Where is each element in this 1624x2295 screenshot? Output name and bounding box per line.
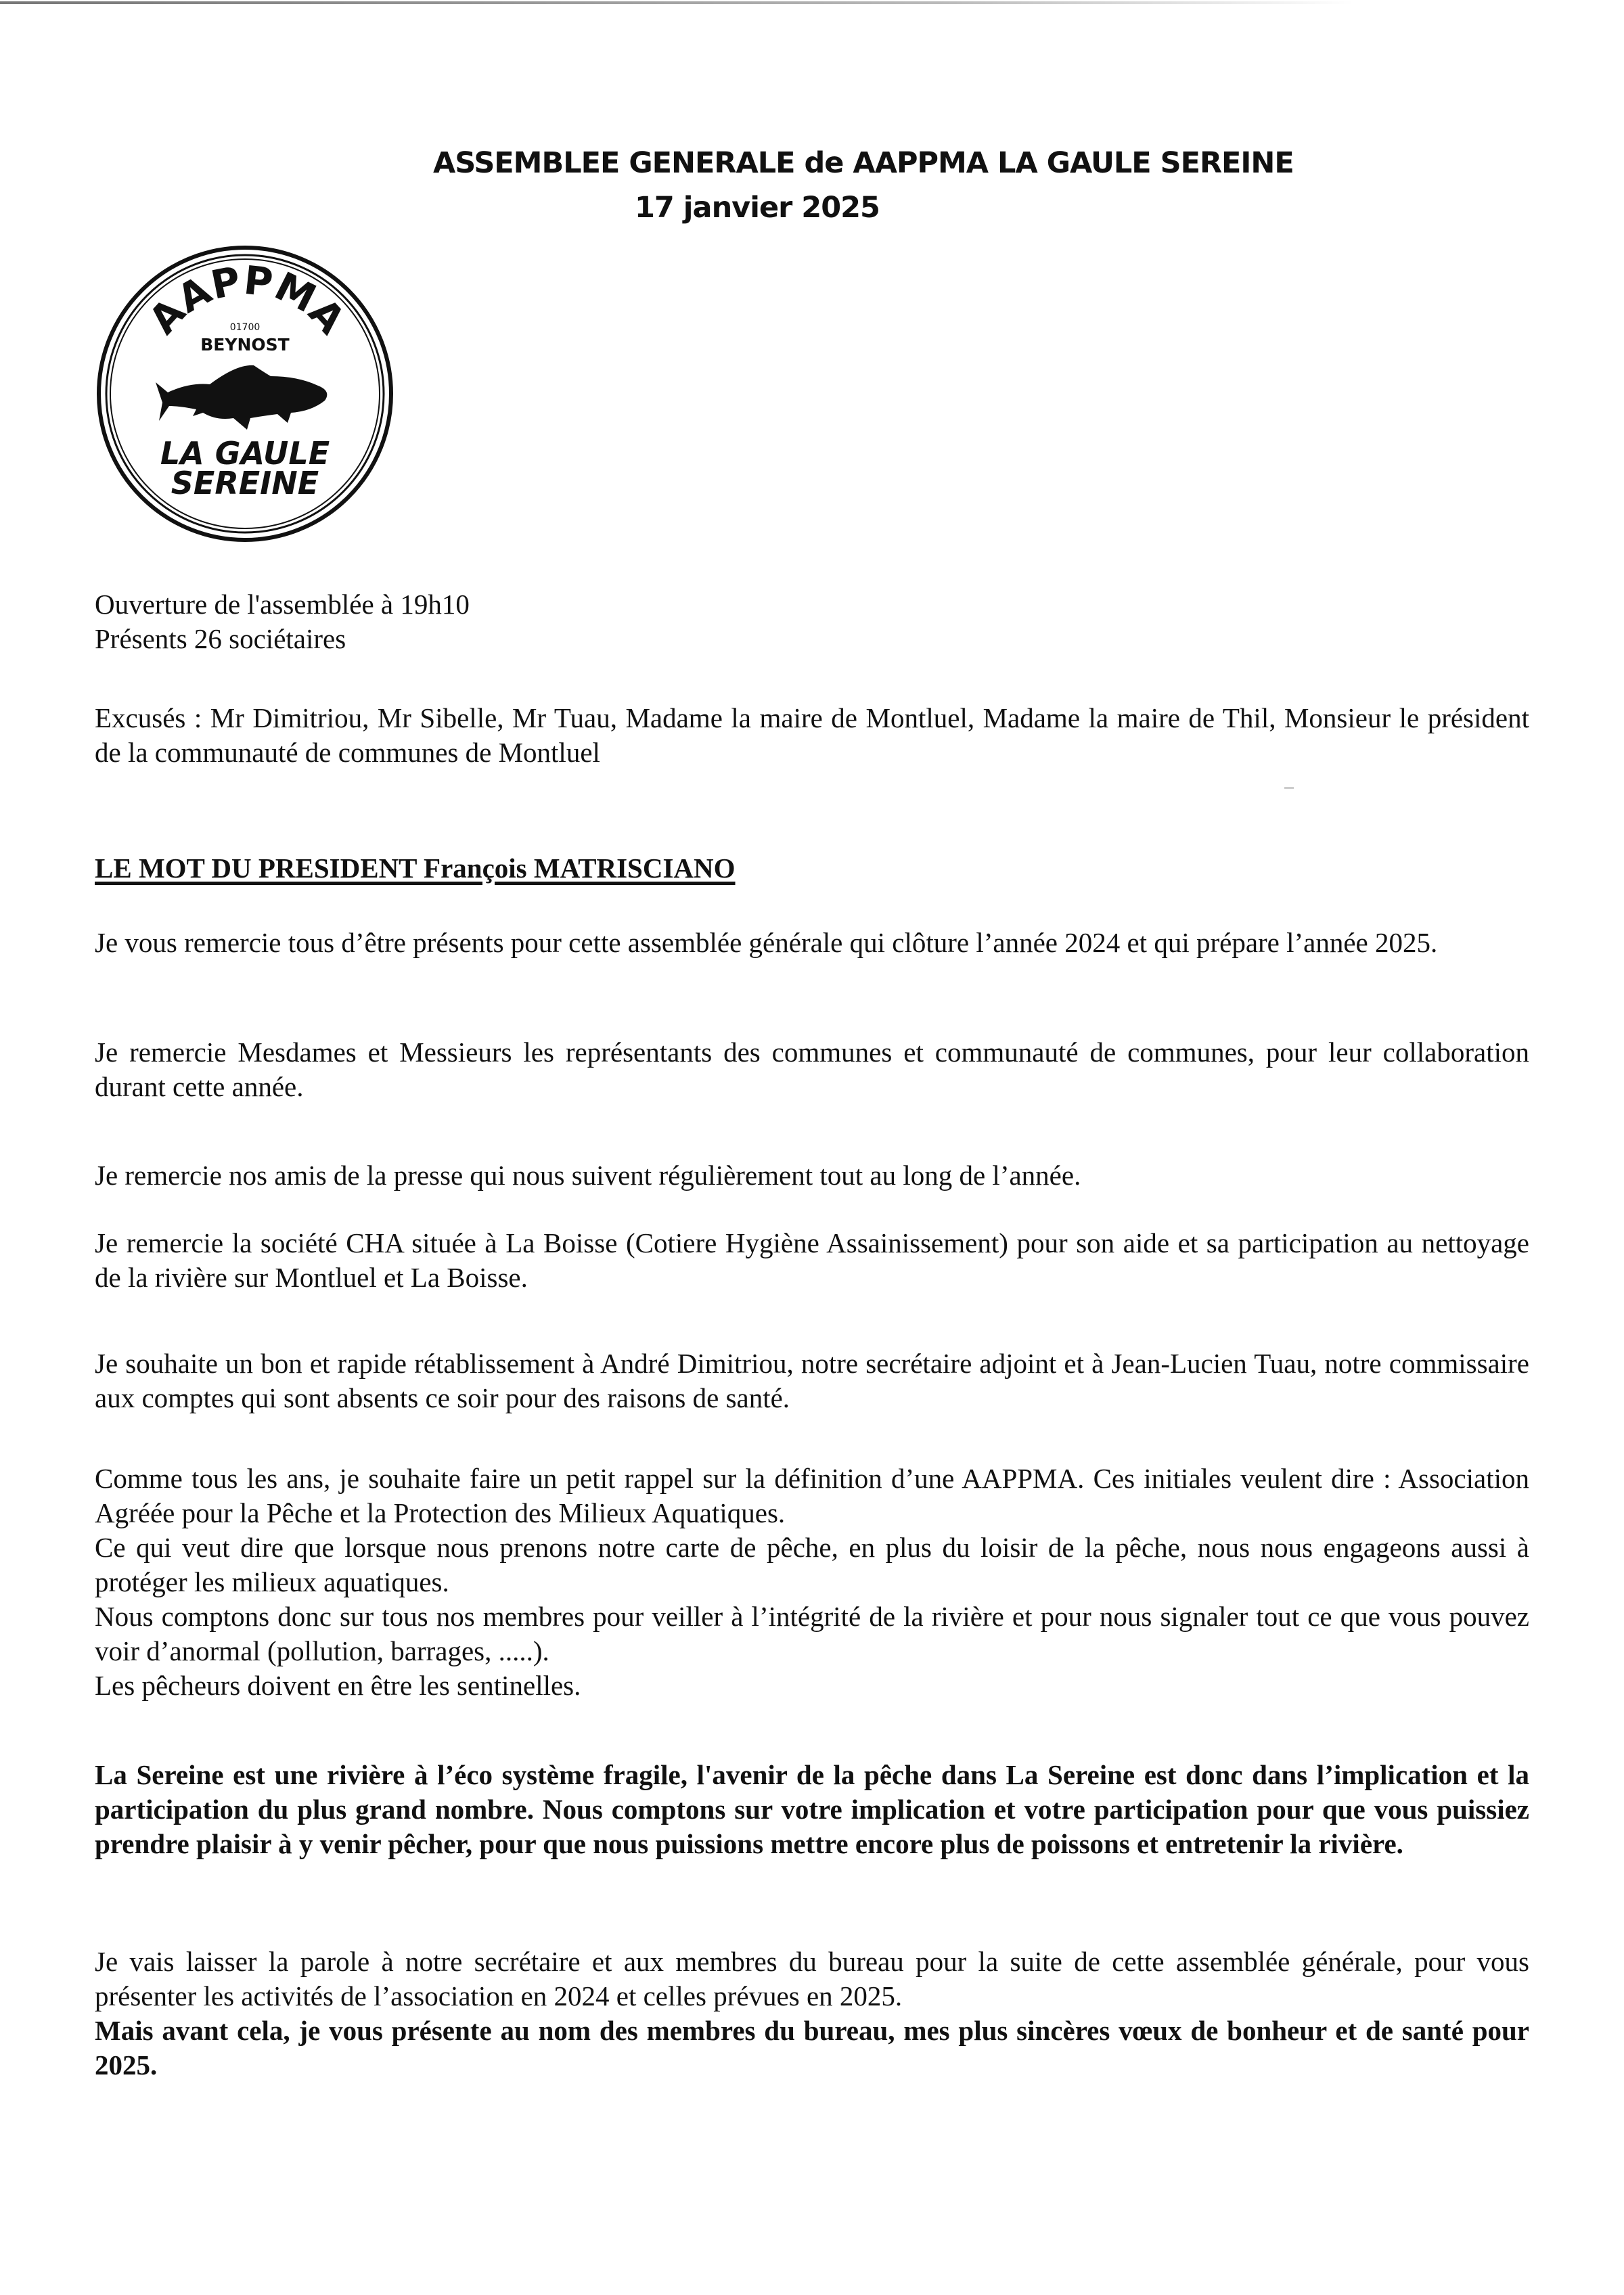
document-title: ASSEMBLEE GENERALE de AAPPMA LA GAULE SEREINE <box>433 146 1294 180</box>
president-heading: LE MOT DU PRESIDENT François MATRISCIANO <box>95 853 736 884</box>
president-paragraph <box>95 1346 1529 1415</box>
president-paragraph <box>95 1158 1529 1193</box>
paragraph-thanks-communes: Je remercie Mesdames et Messieurs les représentants des communes et communauté de communes, pour leur collaboration durant cette année. <box>95 1037 1529 1102</box>
attendance-count: Présents 26 sociétaires <box>95 623 346 654</box>
aappma-definition-block <box>95 1461 1529 1703</box>
logo-postcode: 01700 <box>229 322 261 333</box>
paragraph-aappma-definition: Comme tous les ans, je souhaite faire un petit rappel sur la définition d’une AAPPMA. Ces initiales veulent dire : Association Agréée pour la Pêche et la Protection des Milieux Aquatiques. <box>95 1463 1529 1528</box>
president-paragraph <box>95 926 1529 960</box>
logo-bottom-line2: SEREINE <box>171 465 319 501</box>
excused-list: Excusés : Mr Dimitriou, Mr Sibelle, Mr Tuau, Madame la maire de Montluel, Madame la maire de Thil, Monsieur le président de la communauté de communes de Montluel <box>95 702 1529 768</box>
attendance-block <box>95 587 1529 656</box>
excused-block <box>95 701 1529 770</box>
scan-edge-line <box>0 1 1353 4</box>
paragraph-sentinels: Les pêcheurs doivent en être les sentinelles. <box>95 1670 581 1701</box>
sereine-block <box>95 1758 1529 1861</box>
document-date: 17 janvier 2025 <box>635 191 880 225</box>
paragraph-wishes: Mais avant cela, je vous présente au nom des membres du bureau, mes plus sincères vœux de bonheur et de santé pour 2025. <box>95 2015 1529 2081</box>
paragraph-thanks-cha: Je remercie la société CHA située à La Boisse (Cotiere Hygiène Assainissement) pour son aide et sa participation au nettoyage de la rivière sur Montluel et La Boisse. <box>95 1227 1529 1293</box>
paragraph-closing: Je vais laisser la parole à notre secrétaire et aux membres du bureau pour la suite de cette assemblée générale, pour vous présenter les activités de l’association en 2024 et celles prévues en 2025. <box>95 1946 1529 2012</box>
paragraph-get-well: Je souhaite un bon et rapide rétablissement à André Dimitriou, notre secrétaire adjoint et à Jean-Lucien Tuau, notre commissaire aux comptes qui sont absents ce soir pour des raisons de santé. <box>95 1348 1529 1413</box>
paragraph-thanks-all: Je vous remercie tous d’être présents pour cette assemblée générale qui clôture l’année 2024 et qui prépare l’année 2025. <box>95 927 1438 958</box>
president-paragraph <box>95 1035 1529 1104</box>
aappma-logo <box>95 244 396 545</box>
paragraph-fishing-card: Ce qui veut dire que lorsque nous prenons notre carte de pêche, en plus du loisir de la pêche, nous nous engageons aussi à protéger les milieux aquatiques. <box>95 1532 1529 1597</box>
logo-top-text: AAPPMA <box>139 256 355 343</box>
paragraph-sereine-ecosystem: La Sereine est une rivière à l’éco système fragile, l'avenir de la pêche dans La Sereine est donc dans l’implication et la participation du plus grand nombre. Nous comptons sur votre implication et votre participation pour que vous puissiez prendre plaisir à y venir pêcher, pour que nous puissions mettre encore plus de poissons et entretenir la rivière. <box>95 1759 1529 1859</box>
scan-mark <box>1284 787 1294 789</box>
logo-town: BEYNOST <box>200 335 290 355</box>
president-heading-block <box>95 851 1529 886</box>
paragraph-thanks-press: Je remercie nos amis de la presse qui nous suivent régulièrement tout au long de l’année. <box>95 1160 1081 1191</box>
opening-time: Ouverture de l'assemblée à 19h10 <box>95 589 470 620</box>
closing-block <box>95 1945 1529 2083</box>
president-paragraph <box>95 1226 1529 1295</box>
fish-icon <box>156 365 327 430</box>
logo-bottom-line1: LA GAULE <box>160 435 330 472</box>
paragraph-members-vigilance: Nous comptons donc sur tous nos membres pour veiller à l’intégrité de la rivière et pour nous signaler tout ce que vous pouvez voir d’anormal (pollution, barrages, .....). <box>95 1601 1529 1666</box>
